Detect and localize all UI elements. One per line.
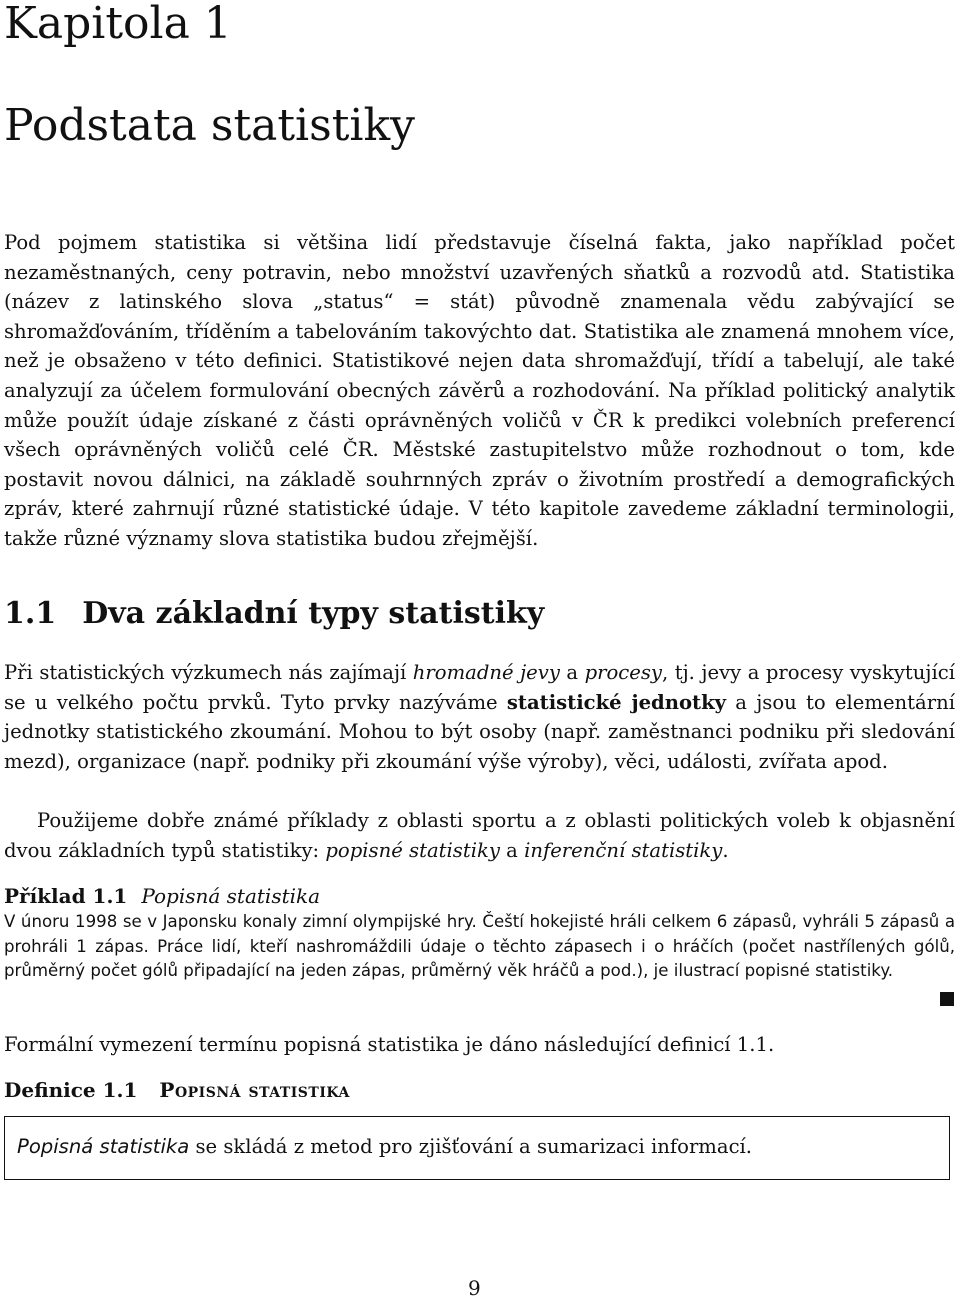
transition-paragraph: Formální vymezení termínu popisná statistika je dáno následující definicí 1.1. bbox=[4, 1033, 775, 1056]
page-number: 9 bbox=[468, 1276, 481, 1300]
chapter-title: Podstata statistiky bbox=[4, 100, 415, 151]
definition-label: Definice 1.1 bbox=[4, 1078, 138, 1102]
section-title: Dva základní typy statistiky bbox=[82, 596, 545, 631]
definition-term: Popisná statistika bbox=[17, 1135, 190, 1158]
section-paragraph-1 bbox=[4, 658, 955, 776]
definition-box bbox=[4, 1116, 950, 1180]
text-run: a bbox=[559, 661, 585, 684]
text-run: Použijeme dobře známé příklady z oblasti sportu a z oblasti politických voleb k objasnění dvou základních typů statistiky: bbox=[4, 809, 955, 862]
term-statisticke-jednotky: statistické jednotky bbox=[506, 690, 727, 714]
emphasis-inferencni-statistiky: inferenční statistiky bbox=[524, 838, 723, 862]
text-run: . bbox=[722, 838, 729, 862]
section-paragraph-2 bbox=[4, 806, 955, 865]
example-title: Popisná statistika bbox=[141, 884, 321, 908]
chapter-label: Kapitola 1 bbox=[4, 0, 232, 49]
definition-text bbox=[17, 1133, 752, 1161]
section-number: 1.1 bbox=[4, 596, 57, 631]
definition-body: se skládá z metod pro zjišťování a sumarizaci informací. bbox=[189, 1135, 753, 1158]
text-run: Při statistických výzkumech nás zajímají bbox=[4, 661, 413, 684]
section-heading bbox=[4, 594, 544, 634]
example-label: Příklad 1.1 bbox=[4, 884, 128, 908]
intro-paragraph: Pod pojmem statistika si většina lidí představuje číselná fakta, jako například počet nezaměstnaných, ceny potravin, nebo množství uzavřených sňatků a rozvodů atd. Statistika (název z latinského slova „status“ = stát) původně znamenala vědu zabývající se shromažďováním, tříděním a tabelováním takovýchto dat. Statistika ale znamená mnohem více, než je obsaženo v této definici. Statistikové nejen data shromažďují, třídí a tabelují, ale také analyzují za účelem formulování obecných závěrů a rozhodování. Na příklad politický analytik může použít údaje získané z části oprávněných voličů v ČR k predikci volebních preferencí všech oprávněných voličů celé ČR. Městské zastupitelstvo může rozhodnout o tom, kde postavit novou dálnici, na základě souhrnných zpráv o životním prostředí a demografických zpráv, které zahrnují různé statistické údaje. V této kapitole zavedeme základní terminologii, takže různé významy slova statistika budou zřejmější. bbox=[4, 231, 955, 550]
definition-title: Popisná statistika bbox=[159, 1078, 350, 1102]
emphasis-popisne-statistiky: popisné statistiky bbox=[325, 838, 500, 862]
emphasis-procesy: procesy bbox=[584, 661, 662, 684]
qed-square-icon bbox=[940, 992, 954, 1006]
definition-heading bbox=[4, 1076, 350, 1104]
emphasis-hromadne-jevy: hromadné jevy bbox=[412, 661, 560, 684]
example-body: V únoru 1998 se v Japonsku konaly zimní olympijské hry. Čeští hokejisté hráli celkem 6 zápasů, vyhráli 5 zápasů a prohráli 1 zápas. Práce lidí, kteří nashromáždili údaje o těchto zápasech i o hráčích (počet nastřílených gólů, průměrný počet gólů připadající na jeden zápas, průměrný věk hráčů a pod.), je ilustrací popisné statistiky. bbox=[4, 912, 955, 981]
example-heading bbox=[4, 882, 320, 910]
text-run: a jsou to elementární jednotky statistického zkoumání. Mohou to být osoby (např. zaměstnanci podniku při sledování mezd), organizace (např. podniky při zkoumání výše výroby), věci, události, zvířata apod. bbox=[4, 690, 955, 773]
text-run: a bbox=[499, 838, 525, 862]
text-run: , tj. jevy a procesy vyskytující se u velkého počtu prvků. Tyto prvky nazýváme bbox=[4, 661, 955, 714]
